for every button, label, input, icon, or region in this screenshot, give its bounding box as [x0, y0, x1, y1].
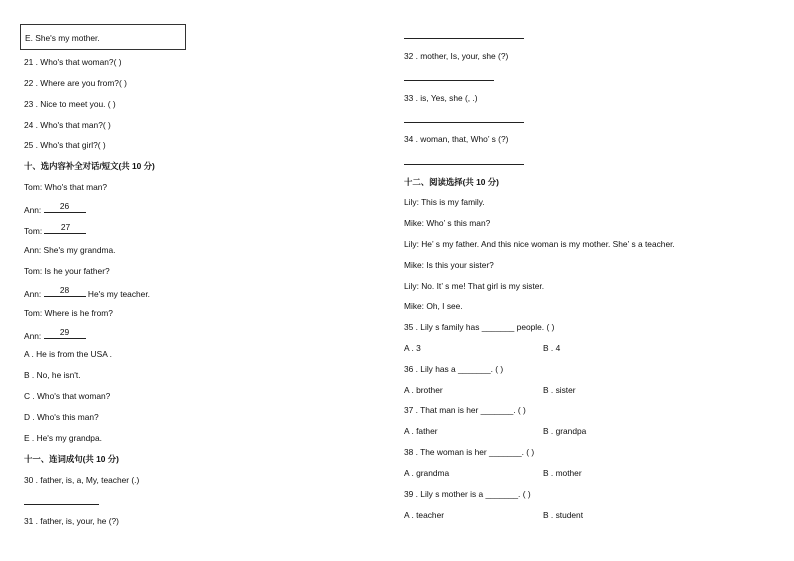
blank-number: 27 [60, 222, 71, 232]
question-38: 38 . The woman is her _______. ( ) [404, 447, 535, 457]
question-32: 32 . mother, Is, your, she (?) [404, 51, 509, 61]
dialog-line-8 [24, 329, 86, 342]
dialog-option-a: A . He is from the USA . [24, 349, 112, 359]
dialog-line-2 [24, 203, 86, 216]
reading-line-1: Lily: This is my family. [404, 197, 485, 207]
section-12-title: 十二、阅读选择(共 10 分) [404, 177, 499, 187]
dialog-option-e: E . He's my grandpa. [24, 433, 102, 443]
dialog-option-b: B . No, he isn't. [24, 370, 81, 380]
question-37-option-b[interactable]: B . grandpa [543, 426, 587, 436]
dialog-option-c: C . Who's that woman? [24, 391, 111, 401]
dialog-line-4: Ann: She's my grandma. [24, 245, 116, 255]
dialog-speaker: Ann: [24, 331, 44, 341]
dialog-line-1: Tom: Who's that man? [24, 182, 108, 192]
question-24: 24 . Who's that man?( ) [24, 120, 111, 130]
blank-number: 26 [59, 201, 70, 211]
dialog-speaker: Tom: [24, 226, 45, 236]
question-36: 36 . Lily has a _______. ( ) [404, 364, 504, 374]
dialog-option-d: D . Who's this man? [24, 412, 99, 422]
question-33: 33 . is, Yes, she (, .) [404, 93, 478, 103]
blank-29[interactable] [44, 329, 86, 339]
answer-line-31[interactable] [404, 38, 524, 39]
question-38-option-b[interactable]: B . mother [543, 468, 582, 478]
dialog-speaker: Ann: [24, 205, 44, 215]
question-39-option-b[interactable]: B . student [543, 510, 584, 520]
blank-number: 28 [59, 285, 70, 295]
question-35-option-b[interactable]: B . 4 [543, 343, 561, 353]
answer-line-32[interactable] [404, 80, 494, 81]
question-21: 21 . Who's that woman?( ) [24, 57, 122, 67]
reading-line-2: Mike: Who’ s this man? [404, 218, 491, 228]
question-34: 34 . woman, that, Who’ s (?) [404, 134, 509, 144]
question-22: 22 . Where are you from?( ) [24, 78, 127, 88]
dialog-line-7: Tom: Where is he from? [24, 308, 113, 318]
question-37: 37 . That man is her _______. ( ) [404, 405, 526, 415]
answer-line-34[interactable] [404, 164, 524, 165]
question-36-option-b[interactable]: B . sister [543, 385, 576, 395]
blank-26[interactable] [44, 203, 86, 213]
question-30: 30 . father, is, a, My, teacher (.) [24, 475, 140, 485]
dialog-speaker: Ann: [24, 289, 44, 299]
blank-28[interactable] [44, 287, 86, 297]
reading-line-4: Mike: Is this your sister? [404, 260, 494, 270]
dialog-continuation: He's my teacher. [85, 289, 150, 299]
blank-27[interactable] [44, 224, 86, 234]
section-11-title: 十一、连词成句(共 10 分) [24, 454, 119, 464]
section-10-title: 十、选内容补全对话/短文(共 10 分) [24, 161, 155, 171]
question-35: 35 . Lily s family has _______ people. ( ) [404, 322, 555, 332]
question-36-option-a[interactable]: A . brother [404, 385, 443, 395]
dialog-line-3 [24, 224, 86, 237]
question-31: 31 . father, is, your, he (?) [24, 516, 119, 526]
question-25: 25 . Who's that girl?( ) [24, 140, 106, 150]
question-39: 39 . Lily s mother is a _______. ( ) [404, 489, 531, 499]
dialog-line-5: Tom: Is he your father? [24, 266, 110, 276]
blank-number: 29 [59, 327, 70, 337]
question-23: 23 . Nice to meet you. ( ) [24, 99, 116, 109]
question-35-option-a[interactable]: A . 3 [404, 343, 421, 353]
reading-line-6: Mike: Oh, I see. [404, 301, 463, 311]
reading-line-5: Lily: No. It’ s me! That girl is my sister. [404, 281, 545, 291]
dialog-line-6 [24, 287, 150, 300]
question-38-option-a[interactable]: A . grandma [404, 468, 450, 478]
answer-line-33[interactable] [404, 122, 524, 123]
option-e-text: E. She's my mother. [25, 33, 100, 43]
option-e-box [20, 24, 186, 50]
reading-line-3: Lily: He’ s my father. And this nice woman is my mother. She’ s a teacher. [404, 239, 675, 249]
question-37-option-a[interactable]: A . father [404, 426, 438, 436]
answer-line-30[interactable] [24, 504, 99, 505]
question-39-option-a[interactable]: A . teacher [404, 510, 445, 520]
